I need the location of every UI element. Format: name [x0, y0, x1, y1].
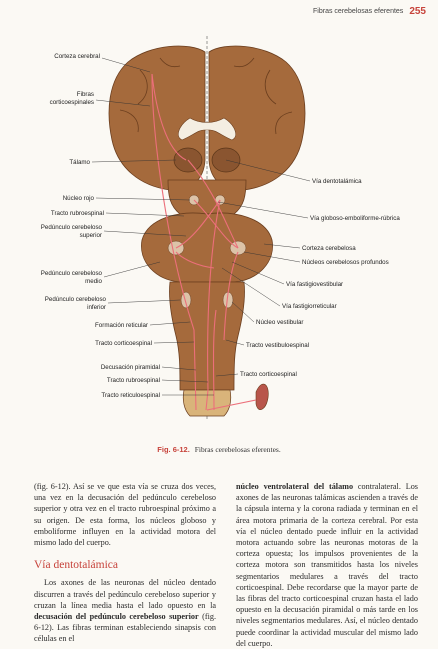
label-pedunculo-inferior-2: inferior	[87, 304, 106, 311]
label-via-dentotalamica: Vía dentotalámica	[312, 178, 362, 185]
label-tracto-rubroespinal-2: Tracto rubroespinal	[106, 377, 160, 384]
section-heading: Vía dentotalámica	[34, 559, 118, 572]
cerebellum	[141, 213, 272, 282]
label-nucleo-rojo: Núcleo rojo	[62, 195, 94, 202]
label-pedunculo-medio: Pedúnculo cerebeloso	[40, 270, 102, 277]
label-pedunculo-superior: Pedúnculo cerebeloso	[40, 224, 102, 231]
label-nucleo-vestibular: Núcleo vestibular	[256, 319, 304, 326]
text-run: contralateral. Los axones de las neuronas talámicas ascienden a través de la cápsula interna y la corona radiada y terminan en el área motora primaria de la corteza cerebral. Por esta vía el núcleo dentado puede influir en la actividad motora actuando sobre las neuronas motoras de la corteza opuesta; los impulsos provenientes de la corteza motora son transmitidos hasta los niveles segmentarios medulares a través del tracto corticoespinal. Debe recordarse que la mayor parte de las fibras del tracto corticoespinal cruzan hasta el lado opuesto en la decusación piramidal o más tarde en los niveles segmentarios medulares. Así, el núcleo dentado puede coordinar la actividad muscular del mismo lado del cuerpo.	[236, 482, 418, 648]
label-nucleos-profundos: Núcleos cerebelosos profundos	[302, 259, 389, 266]
label-pedunculo-medio-2: medio	[85, 278, 102, 285]
label-tracto-corticoespinal: Tracto corticoespinal	[95, 340, 152, 347]
bold-term: núcleo ventrolateral del tálamo	[236, 482, 354, 491]
text-run: Los axones de las neuronas del núcleo dentado discurren a través del pedúnculo cerebeloso superior y cruzan la línea media hasta el lado opuesto en la	[34, 578, 216, 610]
label-tracto-vestibuloespinal: Tracto vestibuloespinal	[246, 342, 310, 349]
left-column	[34, 481, 216, 645]
label-tracto-rubroespinal: Tracto rubroespinal	[50, 210, 104, 217]
label-tracto-corticoespinal-r: Tracto corticoespinal	[240, 371, 297, 378]
label-corteza-cerebral: Corteza cerebral	[54, 53, 100, 60]
label-corteza-cerebelosa: Corteza cerebelosa	[302, 245, 356, 252]
medulla	[169, 282, 244, 390]
paragraph-right	[236, 481, 418, 649]
text-run: (fig. 6-12). Las fibras terminan estableciendo sinapsis con células en el	[34, 612, 216, 644]
muscle	[256, 384, 268, 410]
running-title: Fibras cerebelosas eferentes	[313, 8, 404, 15]
label-corticoespinales: corticoespinales	[49, 99, 94, 106]
label-fibras: Fibras	[76, 91, 94, 98]
label-pedunculo-inferior: Pedúnculo cerebeloso	[44, 296, 106, 303]
label-formacion-reticular: Formación reticular	[95, 322, 148, 329]
figure-caption-text: Fibras cerebelosas eferentes.	[194, 445, 281, 454]
paragraph-dentotalamica	[34, 577, 216, 644]
paragraph-continuation: (fig. 6-12). Así se ve que esta vía se cruza dos veces, una vez en la decusación del pedúnculo cerebeloso superior y otra vez en el tracto rubroespinal próximo a su origen. De esta forma, los núcleos globoso y emboliforme influyen en la actividad motora del mismo lado del cuerpo.	[34, 482, 216, 548]
label-tracto-reticuloespinal: Tracto reticuloespinal	[101, 392, 160, 399]
label-talamo: Tálamo	[69, 159, 90, 166]
label-via-fastigiorreticular: Vía fastigiorreticular	[282, 303, 337, 310]
label-pedunculo-superior-2: superior	[79, 232, 102, 239]
inferior-olive-left	[181, 292, 191, 308]
figure-caption	[0, 445, 438, 454]
bold-term: decusación del pedúnculo cerebeloso superior	[34, 612, 199, 622]
label-via-globoso: Vía globoso-emboliforme-rúbrica	[310, 215, 400, 222]
label-via-fastigiovestibular: Vía fastigiovestibular	[286, 281, 344, 288]
label-decusacion-piramidal: Decusación piramidal	[100, 364, 160, 371]
figure-number: Fig. 6-12.	[157, 445, 190, 454]
right-column	[236, 481, 418, 649]
page-number: 255	[409, 6, 426, 17]
